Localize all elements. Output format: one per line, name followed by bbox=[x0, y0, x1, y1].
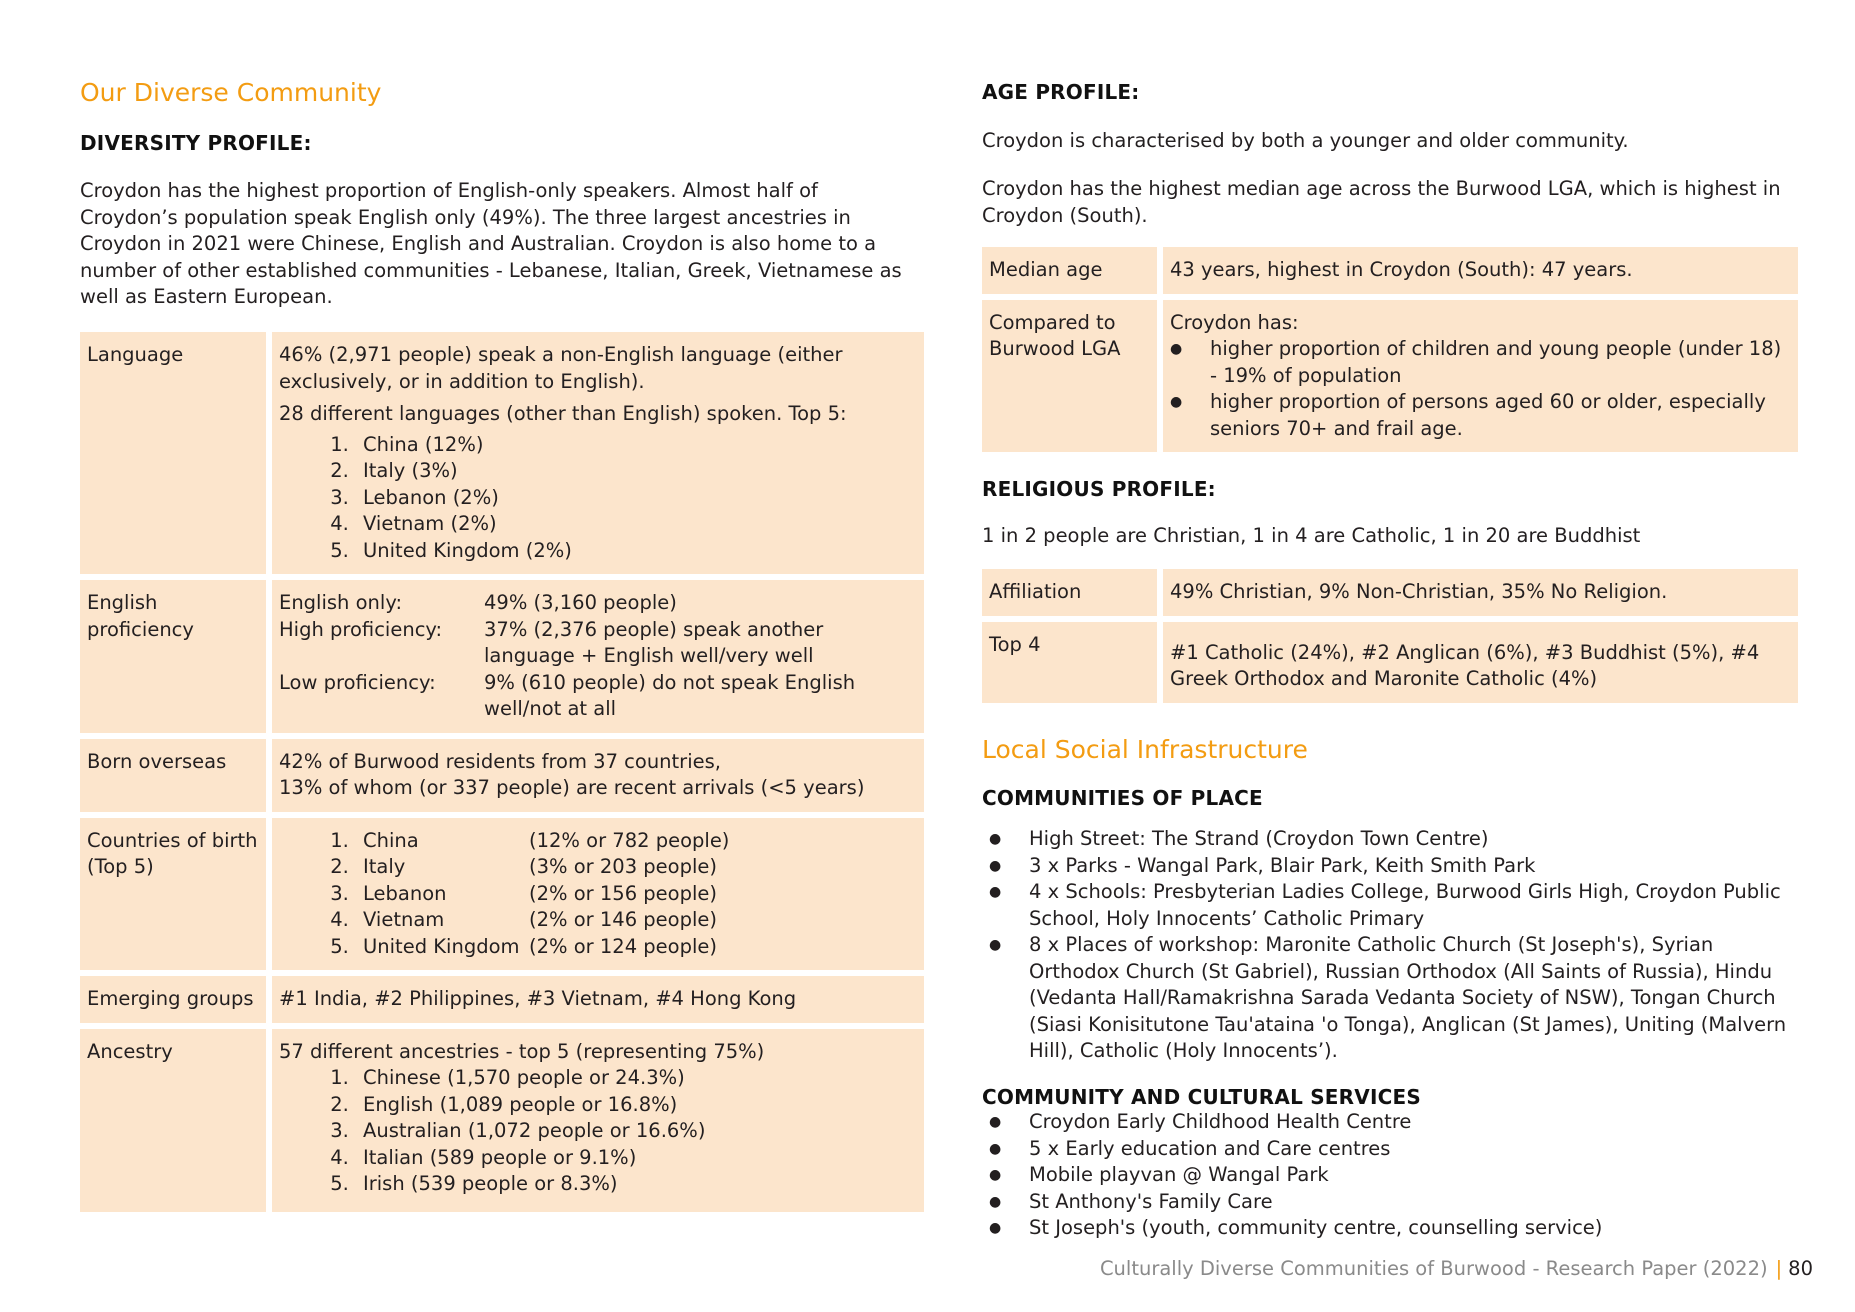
list-item: 1. Chinese (1,570 people or 24.3%) bbox=[355, 1065, 916, 1092]
age-paragraph-2: Croydon has the highest median age across the Burwood LGA, which is highest in Croydon (South). bbox=[982, 177, 1781, 227]
section-heading-diverse-community: Our Diverse Community bbox=[80, 78, 382, 107]
table-row-affiliation bbox=[982, 569, 1798, 616]
table-row-ancestry bbox=[80, 1029, 924, 1212]
row-label: Compared to Burwood LGA bbox=[982, 300, 1157, 453]
diversity-table bbox=[74, 326, 930, 1218]
age-profile-title: AGE PROFILE: bbox=[982, 80, 1140, 104]
proficiency-key: Low proficiency: bbox=[279, 670, 436, 694]
row-value: #1 India, #2 Philippines, #3 Vietnam, #4 Hong Kong bbox=[272, 976, 924, 1023]
page-number: 80 bbox=[1788, 1257, 1813, 1280]
footer-title: Culturally Diverse Communities of Burwood - Research Paper (2022) bbox=[1099, 1257, 1768, 1280]
proficiency-key: High proficiency: bbox=[279, 617, 443, 641]
table-row-proficiency bbox=[80, 580, 924, 733]
language-line1: 46% (2,971 people) speak a non-English language (either exclusively, or in addition to English). bbox=[279, 343, 843, 393]
table-row-compared bbox=[982, 300, 1798, 453]
proficiency-value: 37% (2,376 people) speak another language + English well/very well bbox=[484, 617, 824, 667]
list-item: ● 8 x Places of workshop: Maronite Catholic Church (St Joseph's), Syrian Orthodox Church (St Gabriel), Russian Orthodox (All Saints of Russia), Hindu (Vedanta Hall/Ramakrishna Sarada Vedanta Society of NSW), Tongan Church (Siasi Konisitutone Tau'ataina 'o Tonga), Anglican (St James), Uniting (Malvern Hill), Catholic (Holy Innocents’). bbox=[1029, 932, 1800, 1065]
diversity-intro: Croydon has the highest proportion of English-only speakers. Almost half of Croydon’s population speak English only (49%). The three largest ancestries in Croydon in 2021 were Chinese, English and Australian. Croydon is also home to a number of other established communities - Lebanese, Italian, Greek, Vietnamese as well as Eastern European. bbox=[80, 179, 902, 308]
country-value: (2% or 156 people) bbox=[529, 881, 718, 905]
row-value bbox=[272, 1029, 924, 1212]
list-item: 5. Irish (539 people or 8.3%) bbox=[355, 1171, 916, 1198]
row-value bbox=[1163, 300, 1798, 453]
row-value bbox=[272, 580, 924, 733]
table-row-language bbox=[80, 332, 924, 574]
compared-list bbox=[1170, 336, 1790, 442]
list-item: 3. Australian (1,072 people or 16.6%) bbox=[355, 1118, 916, 1145]
table-row-emerging-groups bbox=[80, 976, 924, 1023]
language-top5-list bbox=[279, 432, 916, 565]
proficiency-subtable bbox=[279, 590, 916, 723]
countries-list bbox=[279, 828, 916, 961]
list-item: ● Croydon Early Childhood Health Centre bbox=[1029, 1109, 1800, 1136]
section-heading-social-infrastructure: Local Social Infrastructure bbox=[982, 735, 1308, 764]
country-value: (12% or 782 people) bbox=[529, 828, 730, 852]
row-label: Born overseas bbox=[80, 739, 266, 812]
ancestry-text: - top 5 (representing 75%) bbox=[499, 1039, 765, 1063]
community-services-list bbox=[982, 1109, 1800, 1242]
country-value: (3% or 203 people) bbox=[529, 855, 718, 878]
proficiency-value: 9% (610 people) do not speak English well/not at all bbox=[484, 670, 856, 720]
compared-lead: Croydon has: bbox=[1170, 310, 1299, 334]
community-services-title: COMMUNITY AND CULTURAL SERVICES bbox=[982, 1085, 1421, 1109]
list-item: ● St Anthony's Family Care bbox=[1029, 1189, 1800, 1216]
list-item bbox=[355, 828, 916, 855]
country-name: United Kingdom bbox=[363, 934, 520, 958]
ancestry-count: 57 different ancestries bbox=[279, 1039, 500, 1063]
recent-text: of whom (or 337 people) are recent arrivals (<5 years) bbox=[322, 776, 865, 799]
row-value: 49% Christian, 9% Non-Christian, 35% No Religion. bbox=[1163, 569, 1798, 616]
religion-table bbox=[976, 563, 1804, 709]
row-value bbox=[272, 739, 924, 812]
list-item: 1. China (12%) bbox=[355, 432, 916, 459]
country-name: Vietnam bbox=[363, 908, 445, 931]
religious-profile-title: RELIGIOUS PROFILE: bbox=[982, 477, 1216, 501]
row-value: 43 years, highest in Croydon (South): 47 years. bbox=[1163, 247, 1798, 294]
list-item: 4. Vietnam (2%) bbox=[355, 511, 916, 538]
proficiency-value: 49% (3,160 people) bbox=[484, 591, 677, 614]
list-item: 2. English (1,089 people or 16.8%) bbox=[355, 1092, 916, 1119]
footer-separator: | bbox=[1775, 1257, 1783, 1280]
country-name: Lebanon bbox=[363, 881, 447, 905]
list-item: ● High Street: The Strand (Croydon Town Centre) bbox=[1029, 826, 1800, 853]
table-row-top4 bbox=[982, 622, 1798, 703]
born-countries: 37 countries, bbox=[593, 749, 721, 773]
country-value: (2% or 146 people) bbox=[529, 908, 718, 931]
table-row-born-overseas bbox=[80, 739, 924, 812]
row-label: Emerging groups bbox=[80, 976, 266, 1023]
list-item: 5. United Kingdom (2%) bbox=[355, 538, 916, 565]
list-item: ● 4 x Schools: Presbyterian Ladies College, Burwood Girls High, Croydon Public School, Holy Innocents’ Catholic Primary bbox=[1029, 879, 1800, 932]
age-paragraph-1: Croydon is characterised by both a younger and older community. bbox=[982, 129, 1629, 152]
list-item: ● 5 x Early education and Care centres bbox=[1029, 1136, 1800, 1163]
born-text: of Burwood residents from bbox=[322, 749, 594, 773]
language-line2: 28 different languages (other than English) spoken. Top 5: bbox=[279, 402, 847, 425]
page-footer bbox=[1100, 1257, 1813, 1280]
row-value bbox=[272, 818, 924, 971]
diversity-profile-title: DIVERSITY PROFILE: bbox=[80, 131, 312, 155]
row-label: Ancestry bbox=[80, 1029, 266, 1212]
list-item: ● 3 x Parks - Wangal Park, Blair Park, Keith Smith Park bbox=[1029, 853, 1800, 880]
list-item bbox=[355, 854, 916, 881]
row-label: Top 4 bbox=[982, 622, 1157, 703]
list-item bbox=[355, 934, 916, 961]
row-label: Countries of birth (Top 5) bbox=[80, 818, 266, 971]
recent-pct: 13% bbox=[279, 776, 323, 799]
row-label: English proficiency bbox=[80, 580, 266, 733]
country-value: (2% or 124 people) bbox=[529, 934, 718, 958]
row-label: Affiliation bbox=[982, 569, 1157, 616]
row-label: Language bbox=[80, 332, 266, 574]
list-item: ● higher proportion of children and young people (under 18) - 19% of population bbox=[1210, 336, 1790, 389]
list-item: 4. Italian (589 people or 9.1%) bbox=[355, 1145, 916, 1172]
list-item: ● St Joseph's (youth, community centre, counselling service) bbox=[1029, 1215, 1800, 1242]
list-item: ● higher proportion of persons aged 60 or older, especially seniors 70+ and frail age. bbox=[1210, 389, 1790, 442]
country-name: China bbox=[363, 828, 419, 852]
proficiency-key: English only: bbox=[279, 591, 403, 614]
row-value bbox=[272, 332, 924, 574]
age-table bbox=[976, 241, 1804, 458]
communities-of-place-list bbox=[982, 826, 1800, 1065]
country-name: Italy bbox=[363, 855, 406, 878]
row-label: Median age bbox=[982, 247, 1157, 294]
religious-paragraph: 1 in 2 people are Christian, 1 in 4 are Catholic, 1 in 20 are Buddhist bbox=[982, 524, 1641, 547]
list-item bbox=[355, 881, 916, 908]
born-pct: 42% bbox=[279, 749, 323, 773]
ancestry-list bbox=[279, 1065, 916, 1198]
list-item: ● Mobile playvan @ Wangal Park bbox=[1029, 1162, 1800, 1189]
list-item: 3. Lebanon (2%) bbox=[355, 485, 916, 512]
row-value: #1 Catholic (24%), #2 Anglican (6%), #3 Buddhist (5%), #4 Greek Orthodox and Maronite Catholic (4%) bbox=[1163, 622, 1798, 703]
list-item: 2. Italy (3%) bbox=[355, 458, 916, 485]
communities-of-place-title: COMMUNITIES OF PLACE bbox=[982, 786, 1263, 810]
table-row-median-age bbox=[982, 247, 1798, 294]
table-row-countries-of-birth bbox=[80, 818, 924, 971]
list-item bbox=[355, 907, 916, 934]
